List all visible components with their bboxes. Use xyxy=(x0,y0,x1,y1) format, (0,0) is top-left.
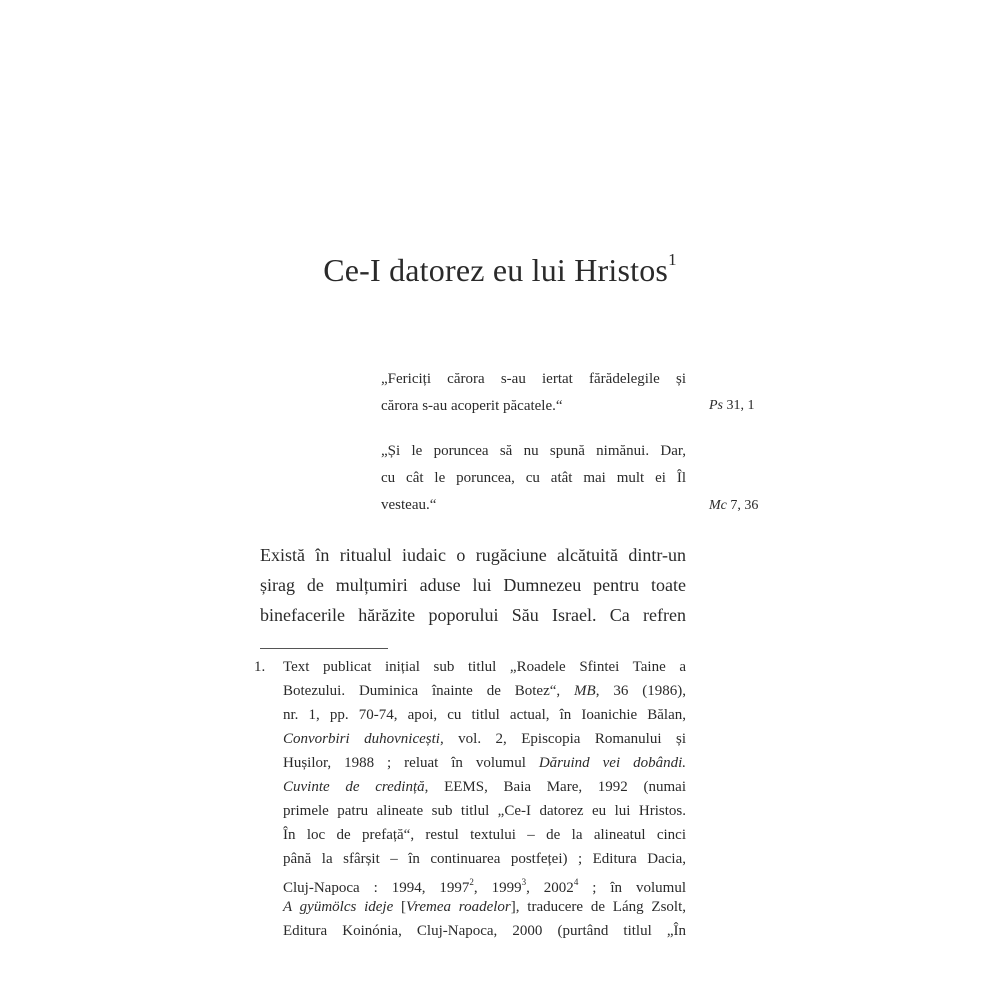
footnote-line: Editura Koinónia, Cluj-Napoca, 2000 (purtând titlul „În xyxy=(283,923,686,939)
footnote-segment: , EEMS, Baia Mare, 1992 (numai xyxy=(424,779,686,795)
edition-superscript: 2 xyxy=(469,877,474,887)
footnote-line xyxy=(283,871,686,895)
footnote-text xyxy=(283,655,686,943)
epigraph-line: cărora s-au acoperit păcatele.“ xyxy=(381,398,563,414)
epigraph-line: cu cât le poruncea, cu atât mai mult ei Îl xyxy=(381,470,686,486)
reference-book: Ps xyxy=(709,398,723,413)
body-line: binefacerile hărăzite poporului Său Israel. Ca refren xyxy=(260,605,686,625)
footnote-line: Text publicat inițial sub titlul „Roadele Sfintei Taine a xyxy=(283,659,686,675)
body-line: Există în ritualul iudaic o rugăciune alcătuită dintr-un xyxy=(260,545,686,565)
reference-book: Mc xyxy=(709,498,727,513)
edition-superscript: 4 xyxy=(573,877,579,887)
footnote-segment: Cluj-Napoca : 1994, 1997 xyxy=(283,880,470,896)
footnote-segment: Botezului. Duminica înainte de Botez“, xyxy=(283,683,575,699)
footnote-segment: ; în volumul xyxy=(578,880,686,896)
footnote-italic: Convorbiri duhovnicești xyxy=(283,731,440,747)
footnote-italic: Dăruind vei dobândi. xyxy=(538,755,686,771)
footnote-line xyxy=(283,775,686,799)
epigraph-2 xyxy=(381,438,686,519)
edition-superscript: 3 xyxy=(521,877,527,887)
footnote-line xyxy=(283,751,686,775)
footnote-italic: MB xyxy=(574,683,596,699)
body-paragraph xyxy=(260,540,686,630)
epigraph-2-reference xyxy=(709,498,758,514)
footnote-number: 1. xyxy=(254,659,266,675)
footnote-italic: Cuvinte de credință xyxy=(283,779,425,795)
footnote-segment: ], traducere de Láng Zsolt, xyxy=(510,899,686,915)
footnote-line: În loc de prefață“, restul textului – de la alineatul cinci xyxy=(283,827,686,843)
reference-location: 7, 36 xyxy=(730,498,759,513)
footnote-segment: , 1999 xyxy=(473,880,522,896)
footnote-line: până la sfârșit – în continuarea postfeței) ; Editura Dacia, xyxy=(283,851,686,867)
footnote-line: primele patru alineate sub titlul „Ce-I datorez eu lui Hristos. xyxy=(283,803,686,819)
footnote-segment: Hușilor, 1988 ; reluat în volumul xyxy=(283,755,539,771)
footnote-segment: , 2002 xyxy=(526,880,574,896)
footnote-line xyxy=(283,895,686,919)
footnote-divider xyxy=(260,648,388,649)
footnote-line: nr. 1, pp. 70-74, apoi, cu titlul actual, în Ioanichie Bălan, xyxy=(283,707,686,723)
chapter-title-text: Ce-I datorez eu lui Hristos xyxy=(323,252,669,288)
epigraph-line: vesteau.“ xyxy=(381,497,437,513)
footnote-line xyxy=(283,679,686,703)
footnote-italic: Vremea roadelor xyxy=(406,899,511,915)
footnote-segment: , vol. 2, Episcopia Romanului și xyxy=(439,731,686,747)
epigraph-line: „Și le poruncea să nu spună nimănui. Dar, xyxy=(381,443,686,459)
footnote-line xyxy=(283,727,686,751)
epigraph-1-reference xyxy=(709,398,755,414)
epigraph-line: „Fericiți cărora s-au iertat fărădelegile și xyxy=(381,371,686,387)
footnote-mark: 1 xyxy=(668,250,677,270)
footnote-italic: A gyümölcs ideje xyxy=(283,899,394,915)
epigraph-1 xyxy=(381,366,686,420)
footnote-segment: , 36 (1986), xyxy=(595,683,686,699)
body-line: șirag de mulțumiri aduse lui Dumnezeu pentru toate xyxy=(260,575,686,595)
chapter-title xyxy=(0,252,1000,289)
footnote-segment: [ xyxy=(393,899,407,915)
reference-location: 31, 1 xyxy=(726,398,755,413)
